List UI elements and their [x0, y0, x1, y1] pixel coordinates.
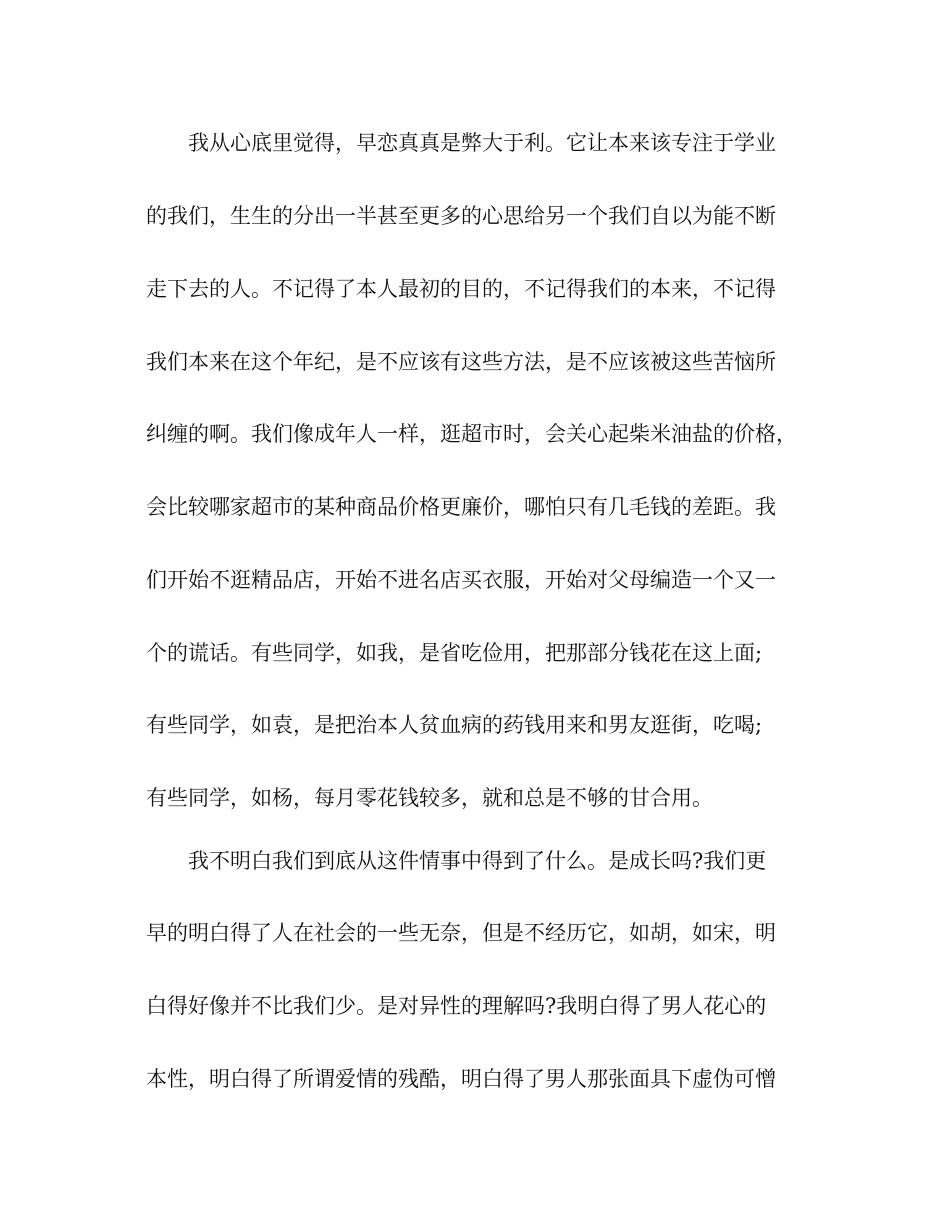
paragraph-1-line-7: 们开始不逛精品店，开始不进名店买衣服，开始对父母编造一个又一: [146, 568, 776, 592]
paragraph-1-line-10: 有些同学，如杨，每月零花钱较多，就和总是不够的甘合用。: [146, 786, 713, 810]
paragraph-1-line-5: 纠缠的啊。我们像成年人一样，逛超市时，会关心起柴米油盐的价格，: [146, 422, 797, 446]
paragraph-1-line-2: 的我们，生生的分出一半甚至更多的心思给另一个我们自以为能不断: [146, 204, 776, 228]
paragraph-1-line-1: 我从心底里觉得，早恋真真是弊大于利。它让本来该专注于学业: [188, 131, 776, 155]
paragraph-1-line-8: 个的谎话。有些同学，如我，是省吃俭用，把那部分钱花在这上面;: [146, 641, 763, 665]
paragraph-2-line-4: 本性，明白得了所谓爱情的残酷，明白得了男人那张面具下虚伪可憎: [146, 1067, 776, 1091]
paragraph-1-line-6: 会比较哪家超市的某种商品价格更廉价，哪怕只有几毛钱的差距。我: [146, 495, 776, 519]
paragraph-2-line-2: 早的明白得了人在社会的一些无奈，但是不经历它，如胡，如宋，明: [146, 921, 776, 945]
paragraph-2-line-1: 我不明白我们到底从这件情事中得到了什么。是成长吗?我们更: [188, 849, 767, 873]
paragraph-1-line-9: 有些同学，如袁，是把治本人贫血病的药钱用来和男友逛街，吃喝;: [146, 713, 763, 737]
paragraph-1-line-3: 走下去的人。不记得了本人最初的目的，不记得我们的本来，不记得: [146, 277, 776, 301]
paragraph-1-line-4: 我们本来在这个年纪，是不应该有这些方法，是不应该被这些苦恼所: [146, 350, 776, 374]
paragraph-2-line-3: 白得好像并不比我们少。是对异性的理解吗?我明白得了男人花心的: [146, 994, 767, 1018]
